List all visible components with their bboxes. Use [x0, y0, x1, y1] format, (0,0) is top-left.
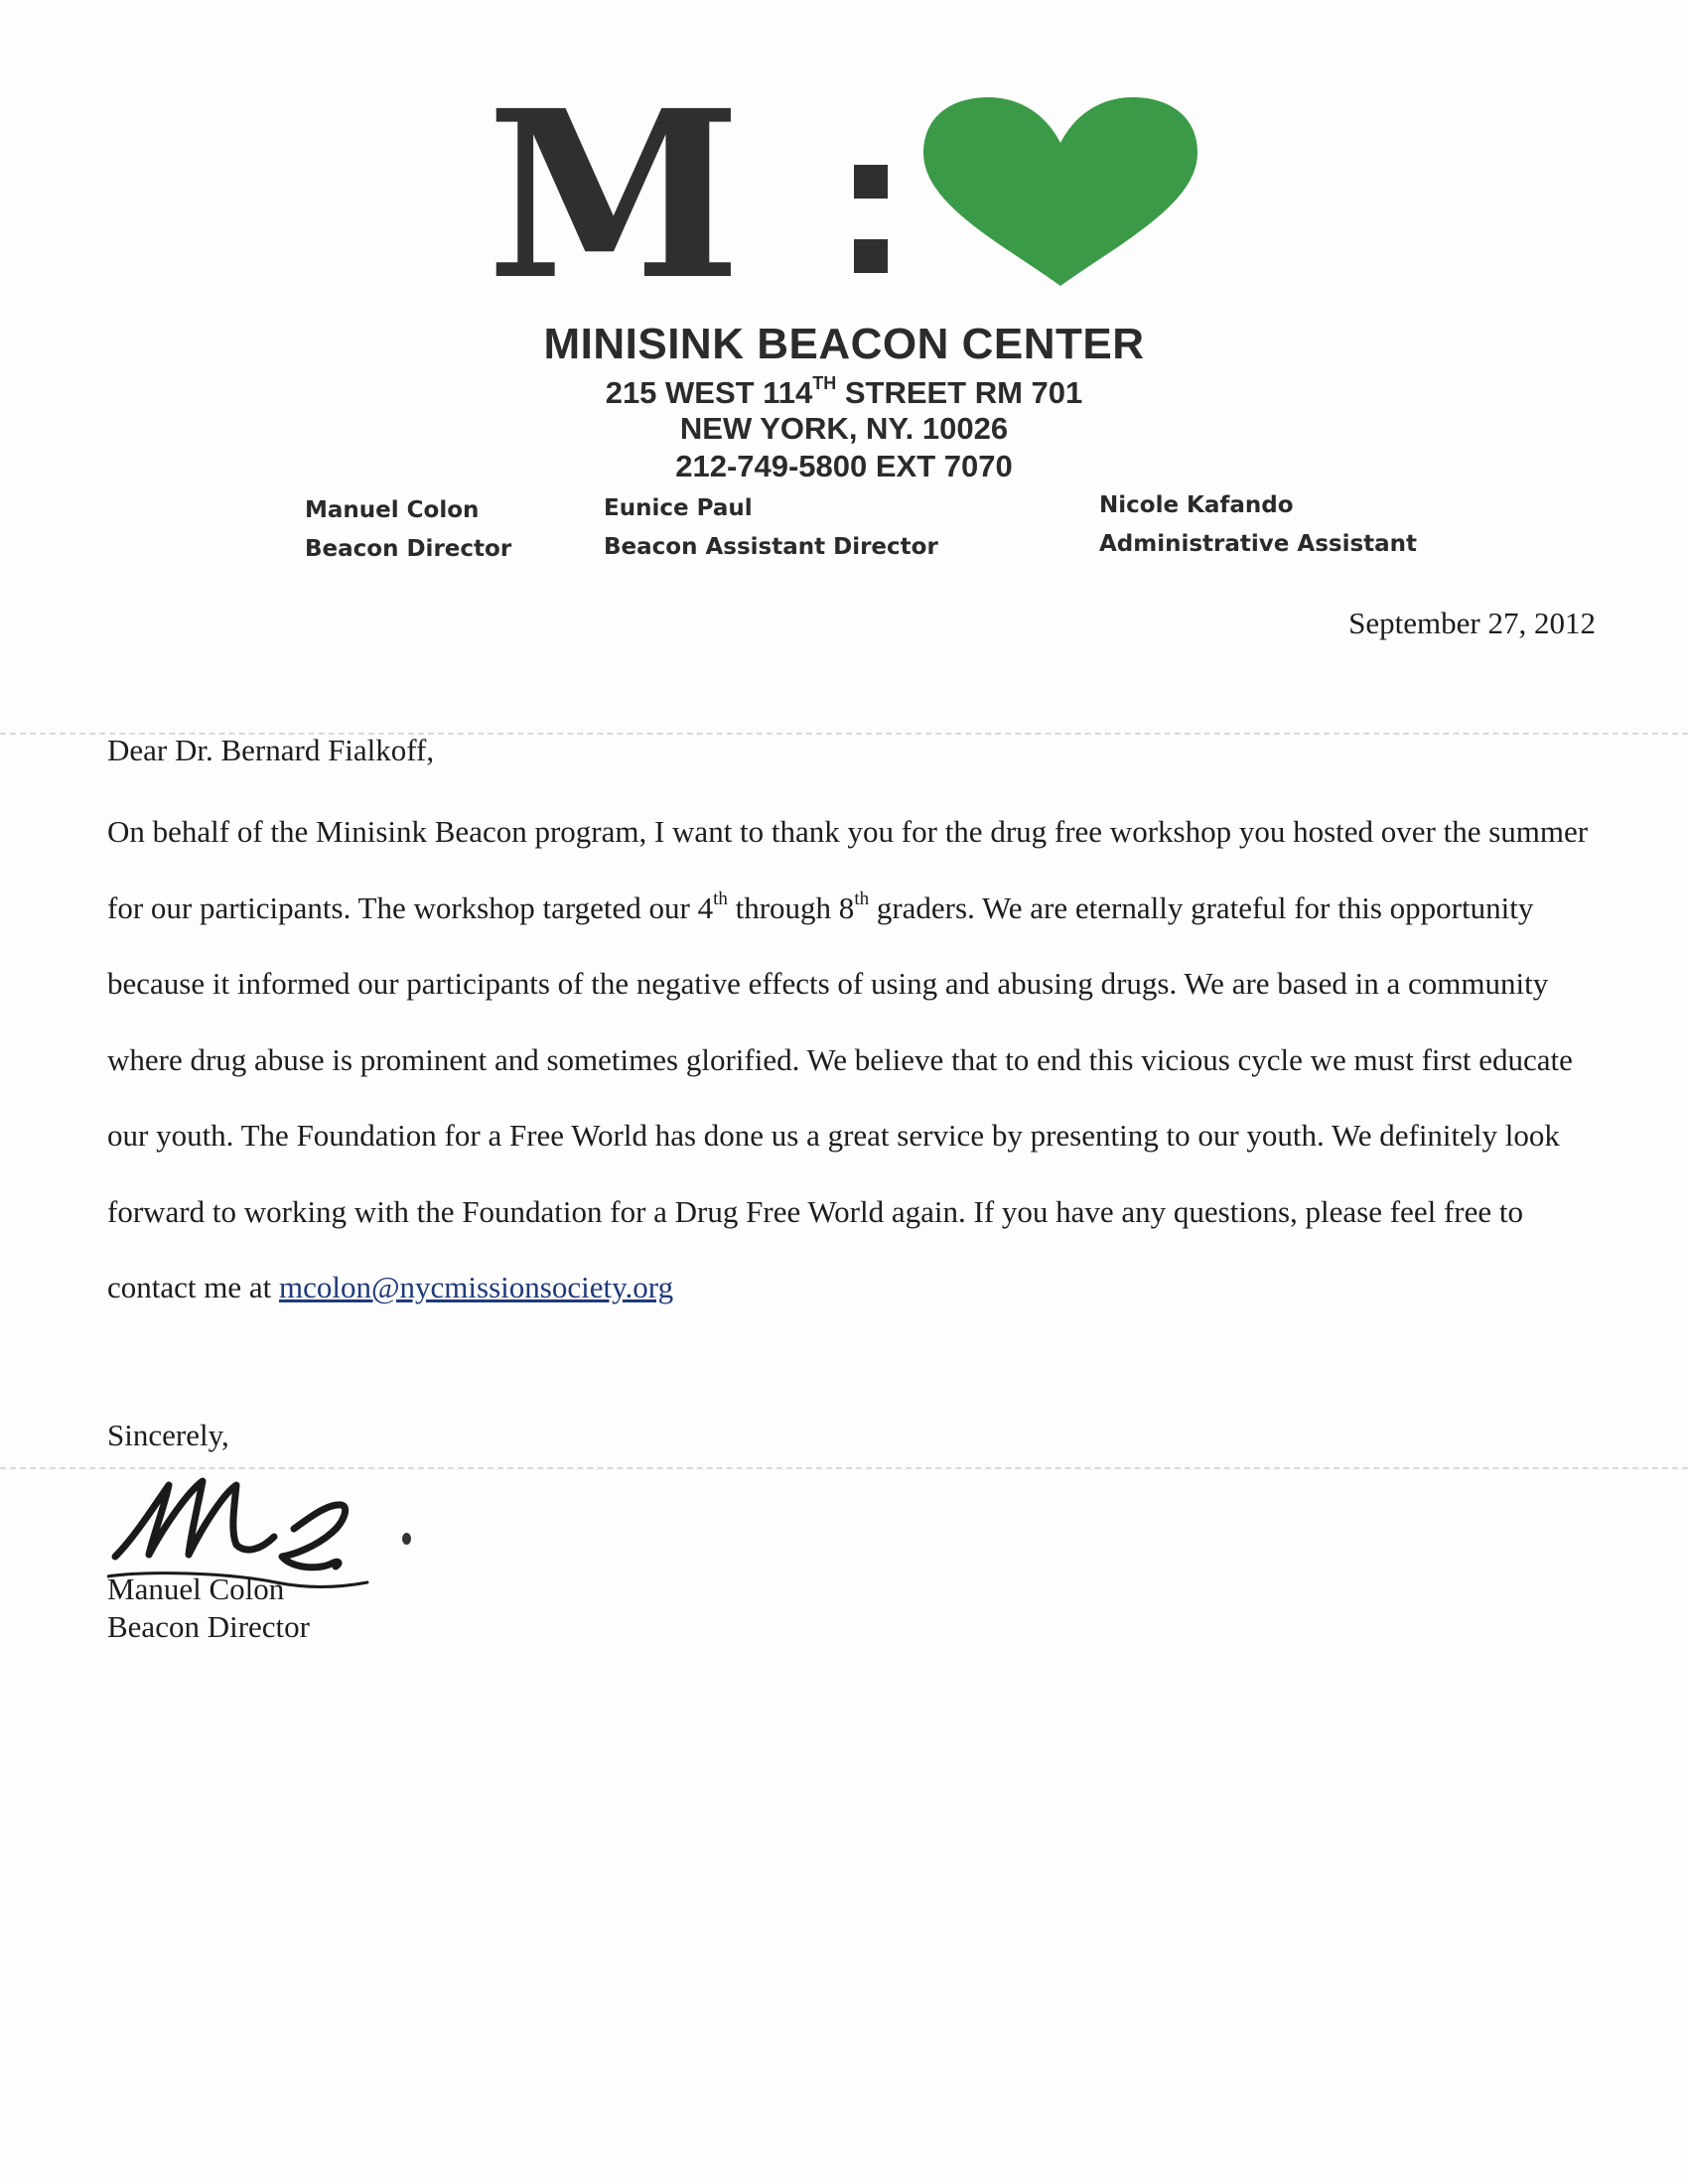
logo-colon-bottom [854, 239, 888, 273]
staff-name: Nicole Kafando [1099, 492, 1294, 518]
heart-icon [923, 97, 1197, 286]
organization-logo [487, 95, 1211, 294]
closing: Sincerely, [107, 1418, 229, 1452]
logo-letter: M [487, 95, 742, 294]
signer-title: Beacon Director [107, 1609, 310, 1644]
body-text-1: On behalf of the Minisink Beacon program, I want to thank you for the drug free workshop you hosted over the summer for our participants. The workshop targeted our 4 [107, 814, 1589, 925]
street-address [437, 373, 1251, 411]
staff-name: Manuel Colon [305, 497, 480, 523]
letter-date: September 27, 2012 [1348, 606, 1596, 640]
street-number: 215 WEST 114 [605, 375, 813, 410]
staff-title: Administrative Assistant [1099, 531, 1418, 557]
logo-colon-top [854, 165, 888, 199]
body-text-2: through 8 [727, 889, 855, 925]
salutation: Dear Dr. Bernard Fialkoff, [107, 733, 435, 767]
staff-member [305, 491, 511, 569]
signer-block [107, 1570, 310, 1646]
street-rest: STREET RM 701 [836, 375, 1083, 410]
staff-title: Beacon Assistant Director [604, 534, 938, 560]
street-suffix: TH [812, 373, 837, 393]
staff-member [604, 489, 938, 567]
organization-name: MINISINK BEACON CENTER [543, 320, 1145, 368]
ink-dot [402, 1533, 411, 1545]
letter-body [107, 794, 1597, 1326]
signer-name: Manuel Colon [107, 1571, 285, 1606]
ordinal-suffix: th [713, 887, 728, 909]
staff-name: Eunice Paul [604, 495, 753, 521]
body-text-3: graders. We are eternally grateful for this opportunity because it informed our participants of the negative effects of using and abusing drugs. We are based in a community where drug abuse is prominent and sometimes glorified. We believe that to end this vicious cycle we must first educate our youth. The Foundation for a Free World has done us a great service by presenting to our youth. We definitely look forward to working with the Foundation for a Drug Free World again. If you have any questions, please feel free to contact me at [107, 889, 1573, 1304]
phone-number: 212-749-5800 EXT 7070 [675, 449, 1013, 483]
ordinal-suffix: th [854, 887, 870, 909]
staff-title: Beacon Director [305, 536, 512, 562]
contact-email-link[interactable]: mcolon@nycmissionsociety.org [279, 1270, 674, 1304]
staff-member [1099, 486, 1417, 564]
city-address: NEW YORK, NY. 10026 [679, 411, 1009, 446]
